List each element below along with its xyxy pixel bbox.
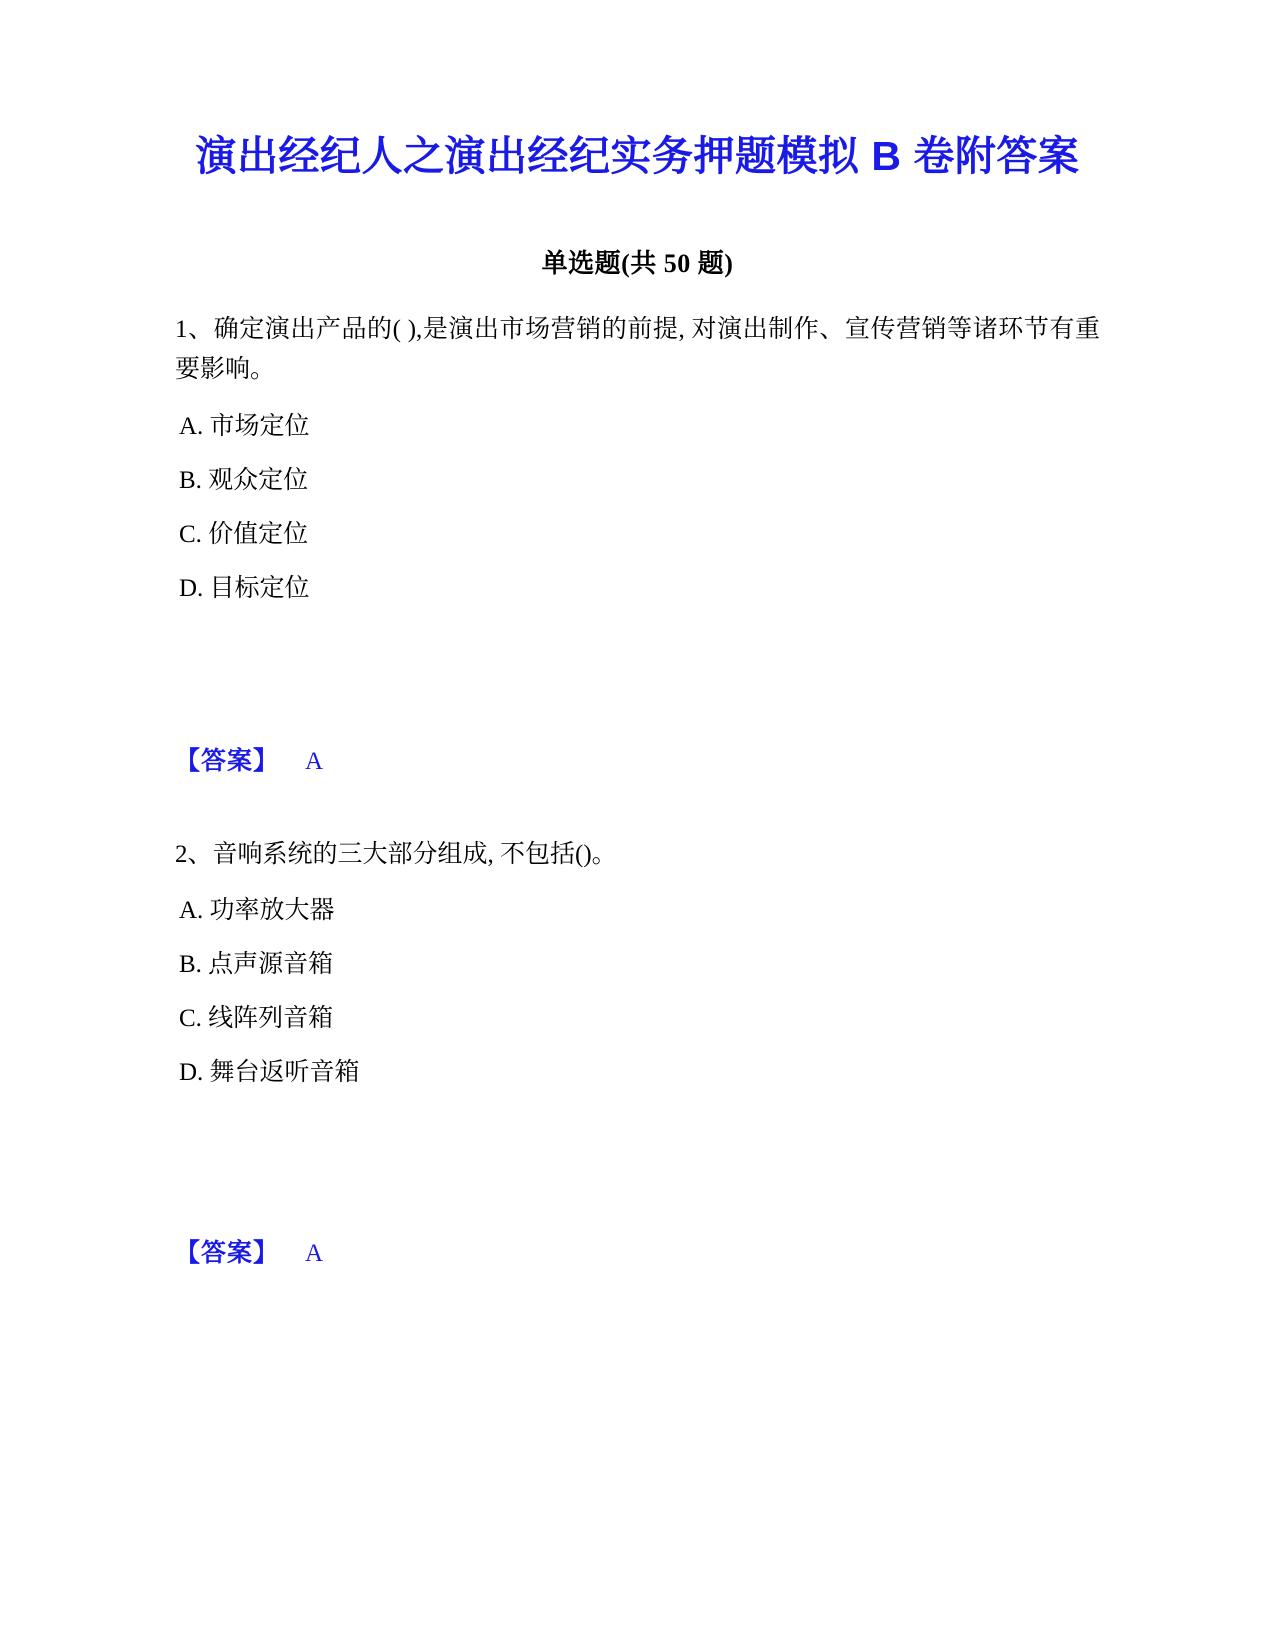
question-option-b: B. 点声源音箱 — [179, 951, 334, 979]
answer-label: 【答案】 — [175, 1240, 280, 1268]
answer-value: A — [305, 747, 324, 775]
answer-value: A — [305, 1240, 324, 1268]
question-option-d: D. 舞台返听音箱 — [179, 1059, 360, 1087]
question-option-b: B. 观众定位 — [179, 466, 309, 494]
question-option-a: A. 市场定位 — [179, 412, 310, 440]
spacer — [175, 623, 1100, 741]
answer-line-2 — [175, 1233, 1100, 1269]
question-option-a: A. 功率放大器 — [179, 897, 335, 925]
question-block-2 — [175, 835, 1100, 1094]
answer-label: 【答案】 — [175, 747, 280, 775]
question-stem: 1、确定演出产品的( ),是演出市场营销的前提, 对演出制作、宣传营销等诸环节有重要影响。 — [175, 315, 1100, 384]
question-option-c: C. 价值定位 — [179, 520, 309, 548]
question-stem: 2、音响系统的三大部分组成, 不包括()。 — [175, 840, 617, 868]
spacer — [175, 1107, 1100, 1233]
page-title: 演出经纪人之演出经纪实务押题模拟 B 卷附答案 — [195, 133, 1080, 179]
question-option-c: C. 线阵列音箱 — [179, 1005, 334, 1033]
section-heading: 单选题(共 50 题) — [541, 248, 734, 278]
spacer — [175, 777, 1100, 835]
question-block-1 — [175, 310, 1100, 609]
answer-line-1 — [175, 741, 1100, 777]
question-option-d: D. 目标定位 — [179, 574, 310, 602]
